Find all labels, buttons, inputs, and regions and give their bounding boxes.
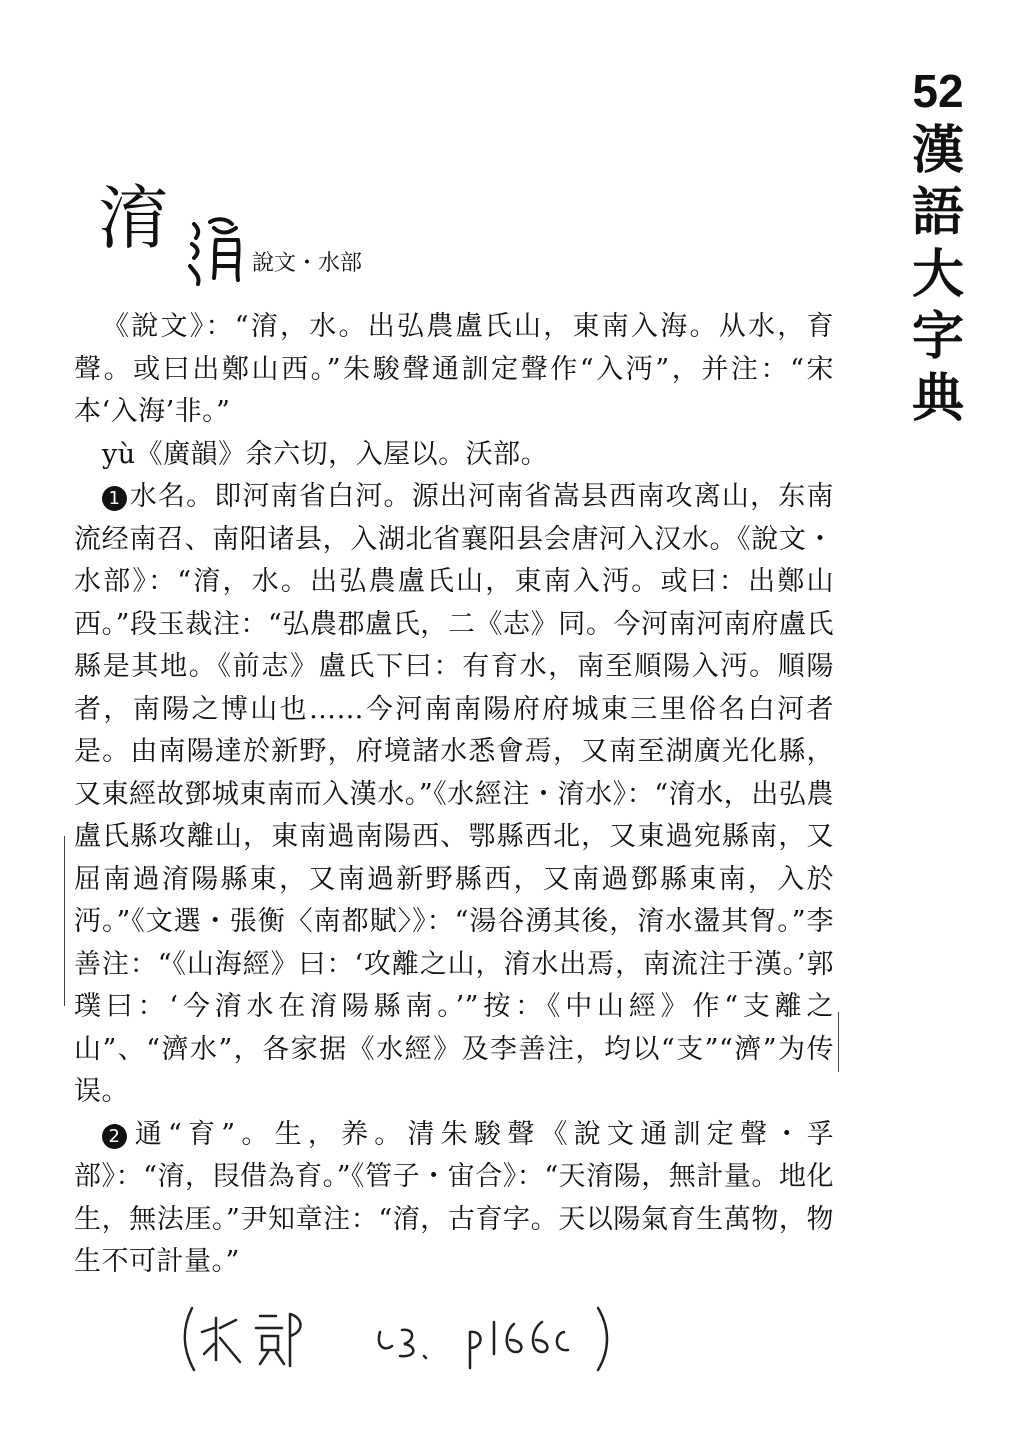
side-title-tag <box>900 62 976 430</box>
page-number: 52 <box>912 65 964 117</box>
sense-1 <box>74 476 834 1114</box>
dictionary-entry <box>74 306 834 1284</box>
margin-mark <box>64 836 65 1006</box>
sense-number-badge: 1 <box>102 486 127 511</box>
sense-text: 水名。即河南省白河。源出河南省嵩县西南攻离山，东南流经南召、南阳诸县，入湖北省襄阳县会唐河入汉水。《說文・水部》：“淯，水。出弘農盧氏山，東南入沔。或曰：出鄭山西。”段玉裁注：“弘農郡盧氏，二《志》同。今河南河南府盧氏縣是其地。《前志》盧氏下曰：有育水，南至順陽入沔。順陽者，南陽之博山也……今河南南陽府府城東三里俗名白河者是。由南陽達於新野，府境諸水悉會焉，又南至湖廣光化縣，又東經故鄧城東南而入漢水。”《水經注・淯水》：“淯水，出弘農盧氏縣攻離山，東南過南陽西、鄂縣西北，又東過宛縣南，又屈南過淯陽縣東，又南過新野縣西，又南過鄧縣東南，入於沔。”《文選・張衡〈南都賦〉》：“湯谷湧其後，淯水盪其胷。”李善注：“《山海經》曰：‘攻離之山，淯水出焉，南流注于漢。’郭璞曰：‘今淯水在淯陽縣南。’”按：《中山經》作“支離之山”、“濟水”，各家据《水經》及李善注，均以“支”“濟”为传误。 <box>74 481 834 1107</box>
side-title-char: 大 <box>911 245 964 305</box>
headword-character: 淯 <box>98 177 168 259</box>
side-title-char: 語 <box>911 183 964 243</box>
side-title-char: 漢 <box>911 121 964 181</box>
margin-mark <box>838 1012 839 1072</box>
etymology-paragraph: 《說文》：“淯，水。出弘農盧氏山，東南入海。从水，育聲。或曰出鄭山西。”朱駿聲通訓定聲作“入沔”，并注：“宋本‘入海’非。” <box>74 311 834 427</box>
handwritten-note <box>180 1298 660 1378</box>
pronunciation-paragraph: yù《廣韻》余六切，入屋以。沃部。 <box>102 438 549 470</box>
side-title-char: 字 <box>911 307 964 367</box>
seal-script-glyph <box>186 214 244 286</box>
headword-block <box>98 178 498 288</box>
sense-number-badge: 2 <box>102 1124 127 1149</box>
side-title-char: 典 <box>911 369 964 429</box>
seal-source-label: 說文・水部 <box>252 251 363 276</box>
sense-2 <box>74 1114 834 1284</box>
sense-text: 通“育”。生，养。清朱駿聲《說文通訓定聲・孚部》：“淯，叚借為育。”《管子・宙合》：“天淯陽，無計量。地化生，無法厓。”尹知章注：“淯，古育字。天以陽氣育生萬物，物生不可計量。” <box>74 1118 834 1277</box>
